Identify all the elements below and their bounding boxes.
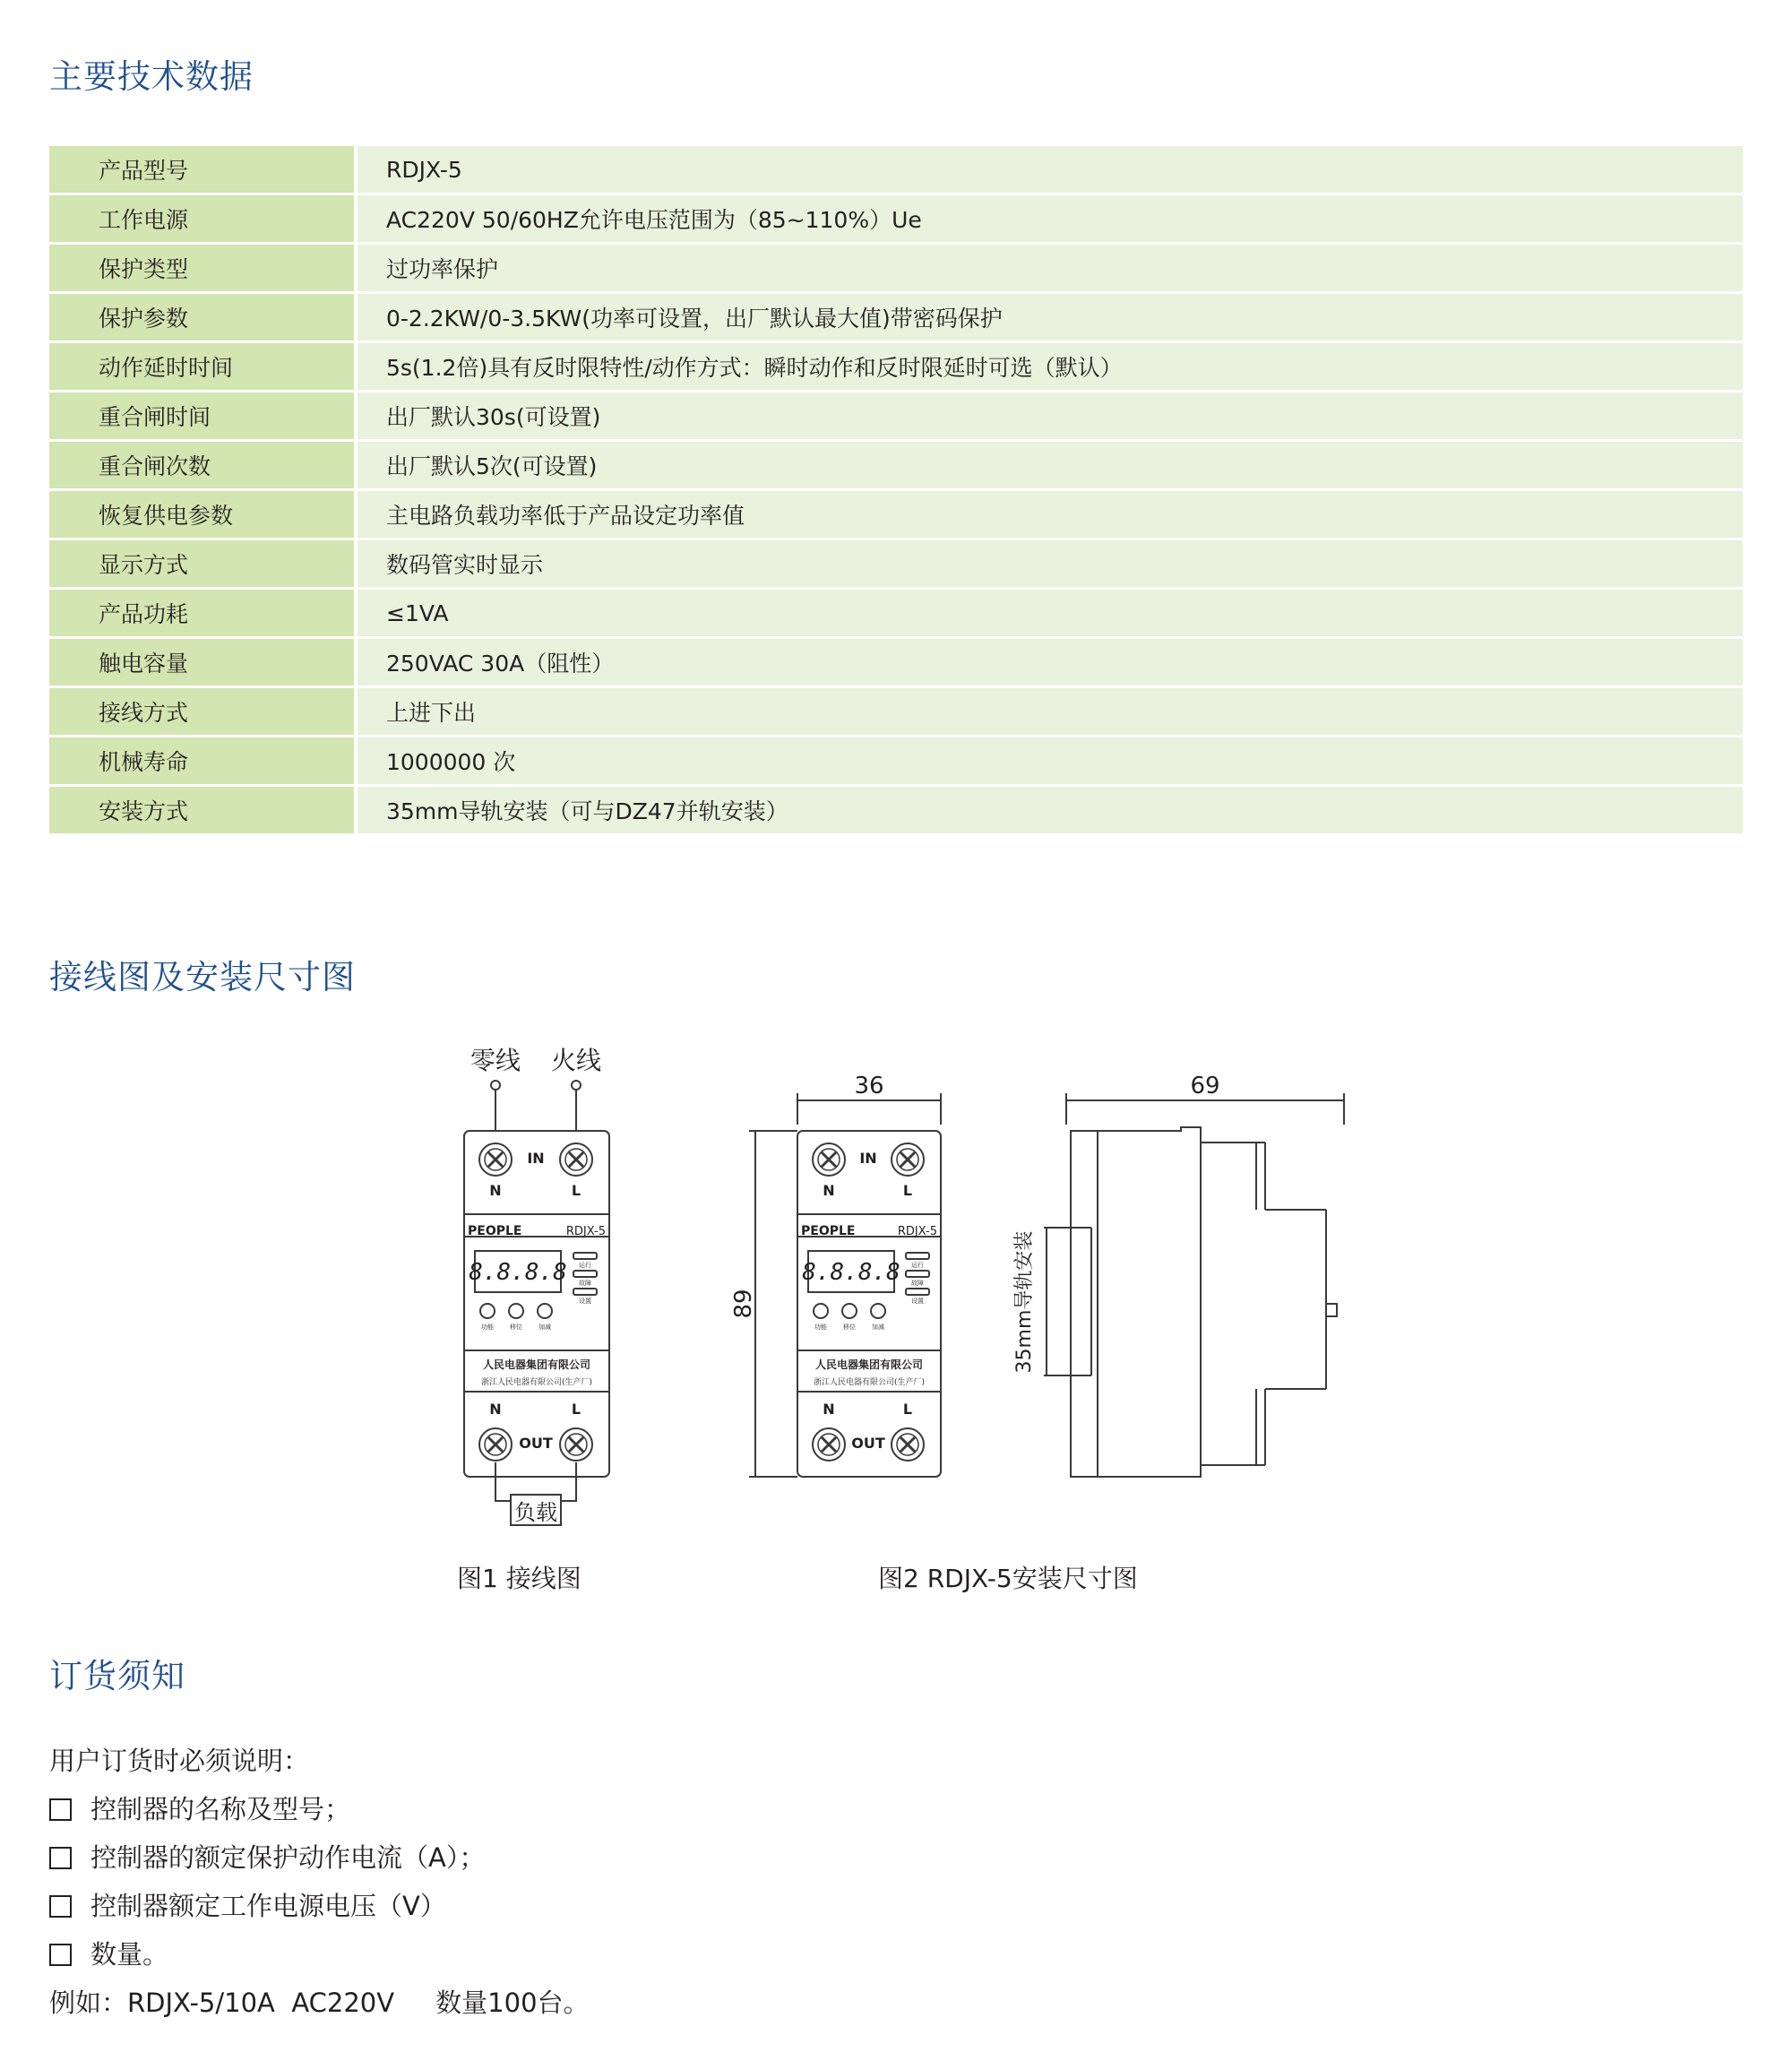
spec-label: 产品型号 <box>49 146 356 194</box>
fault-indicator-label: 故障 <box>579 1280 591 1287</box>
spec-label: 工作电源 <box>49 194 356 244</box>
spec-value: 0-2.2KW/0-3.5KW(功率可设置，出厂默认最大值)带密码保护 <box>356 293 1743 342</box>
spec-value: 上进下出 <box>356 687 1743 737</box>
spec-label: 机械寿命 <box>49 737 356 786</box>
screw-icon <box>813 1143 845 1176</box>
spec-value: AC220V 50/60HZ允许电压范围为（85~110%）Ue <box>356 194 1743 244</box>
height-dimension: 89 <box>730 1289 757 1319</box>
width-dimension: 36 <box>854 1073 884 1099</box>
digital-display: 8.8.8.8 <box>469 1259 567 1286</box>
n-label: N <box>489 1401 502 1418</box>
l-label: L <box>571 1401 582 1418</box>
spec-value: 出厂默认30s(可设置) <box>356 392 1743 441</box>
add-button-label: 加减 <box>872 1324 884 1331</box>
spec-label: 重合闸次数 <box>49 441 356 490</box>
spec-value: 过功率保护 <box>356 244 1743 293</box>
out-label: OUT <box>519 1435 553 1452</box>
spec-label: 动作延时时间 <box>49 342 356 392</box>
checkbox-icon <box>49 1847 72 1869</box>
company-label: 人民电器集团有限公司 <box>482 1358 591 1371</box>
list-item <box>49 1882 590 1930</box>
brand-label: PEOPLE <box>801 1224 856 1238</box>
n-label: N <box>489 1182 502 1199</box>
run-indicator-label: 运行 <box>579 1262 591 1269</box>
screw-icon <box>560 1143 592 1176</box>
spec-value: 数码管实时显示 <box>356 539 1743 589</box>
figure2-side-dimension <box>1013 1073 1344 1477</box>
spec-label: 触电容量 <box>49 638 356 687</box>
spec-value: 主电路负载功率低于产品设定功率值 <box>356 490 1743 539</box>
figure1-caption: 图1 接线图 <box>457 1564 582 1593</box>
screw-icon <box>892 1428 924 1461</box>
live-wire-label: 火线 <box>550 1046 602 1075</box>
spec-value: 250VAC 30A（阻性） <box>356 638 1743 687</box>
maker-label: 浙江人民电器有限公司(生产厂) <box>480 1378 593 1387</box>
model-label: RDJX-5 <box>565 1225 606 1238</box>
spec-label: 保护类型 <box>49 244 356 293</box>
brand-label: PEOPLE <box>468 1224 522 1238</box>
wiring-title: 接线图及安装尺寸图 <box>49 958 356 996</box>
spec-label: 产品功耗 <box>49 589 356 638</box>
shift-button-label: 移位 <box>843 1324 856 1331</box>
spec-value: 1000000 次 <box>356 737 1743 786</box>
screw-icon <box>479 1143 512 1176</box>
screw-icon <box>813 1428 845 1461</box>
checkbox-icon <box>49 1895 72 1918</box>
checkbox-icon <box>49 1798 72 1821</box>
in-label: IN <box>859 1150 877 1167</box>
checkbox-icon <box>49 1944 72 1966</box>
spec-value: ≤1VA <box>356 589 1743 638</box>
model-label: RDJX-5 <box>897 1225 937 1238</box>
digital-display: 8.8.8.8 <box>802 1259 900 1286</box>
screw-icon <box>892 1143 924 1176</box>
specs-title: 主要技术数据 <box>49 57 254 96</box>
set-indicator-label: 设置 <box>911 1298 924 1305</box>
figure1-wiring <box>464 1046 609 1525</box>
n-label: N <box>823 1182 835 1199</box>
load-label: 负载 <box>514 1500 557 1525</box>
order-intro: 用户订货时必须说明： <box>49 1746 310 1776</box>
order-item-label: 控制器额定工作电源电压（V） <box>90 1891 446 1921</box>
list-item <box>49 1930 590 1979</box>
set-indicator-label: 设置 <box>579 1298 591 1305</box>
spec-value: RDJX-5 <box>356 146 1743 194</box>
spec-label: 显示方式 <box>49 539 356 589</box>
screw-icon <box>479 1428 512 1461</box>
run-indicator-label: 运行 <box>911 1262 924 1269</box>
company-label: 人民电器集团有限公司 <box>814 1358 924 1371</box>
spec-label: 恢复供电参数 <box>49 490 356 539</box>
rail-mount-label: 35mm导轨安装 <box>1013 1230 1036 1374</box>
list-item <box>49 1785 590 1833</box>
l-label: L <box>902 1182 913 1199</box>
order-item-label: 数量。 <box>90 1939 169 1970</box>
out-label: OUT <box>851 1435 885 1452</box>
spec-label: 接线方式 <box>49 687 356 737</box>
figure2-caption: 图2 RDJX-5安装尺寸图 <box>878 1564 1138 1593</box>
fault-indicator-label: 故障 <box>911 1280 924 1287</box>
spec-label: 重合闸时间 <box>49 392 356 441</box>
depth-dimension: 69 <box>1190 1073 1220 1099</box>
n-label: N <box>823 1401 835 1418</box>
spec-value: 35mm导轨安装（可与DZ47并轨安装） <box>356 786 1743 835</box>
figure2-front-dimension <box>730 1073 941 1477</box>
add-button-label: 加减 <box>538 1324 551 1331</box>
spec-value: 出厂默认5次(可设置) <box>356 441 1743 490</box>
maker-label: 浙江人民电器有限公司(生产厂) <box>813 1378 926 1387</box>
l-label: L <box>902 1401 913 1418</box>
order-title: 订货须知 <box>49 1657 185 1695</box>
shift-button-label: 移位 <box>510 1324 522 1331</box>
device-front-view <box>464 1131 609 1477</box>
spec-value: 5s(1.2倍)具有反时限特性/动作方式：瞬时动作和反时限延时可选（默认） <box>356 342 1743 392</box>
l-label: L <box>571 1182 582 1199</box>
spec-label: 保护参数 <box>49 293 356 342</box>
in-label: IN <box>527 1150 545 1167</box>
func-button-label: 功能 <box>814 1324 827 1331</box>
order-example: 例如：RDJX-5/10A AC220V 数量100台。 <box>49 1988 590 2018</box>
list-item <box>49 1833 590 1882</box>
order-item-label: 控制器的名称及型号； <box>90 1794 351 1824</box>
neutral-wire-label: 零线 <box>470 1046 521 1075</box>
func-button-label: 功能 <box>481 1324 494 1331</box>
screw-icon <box>560 1428 592 1461</box>
order-notes <box>49 1737 590 2027</box>
order-item-label: 控制器的额定保护动作电流（A）； <box>90 1842 486 1873</box>
spec-label: 安装方式 <box>49 786 356 835</box>
